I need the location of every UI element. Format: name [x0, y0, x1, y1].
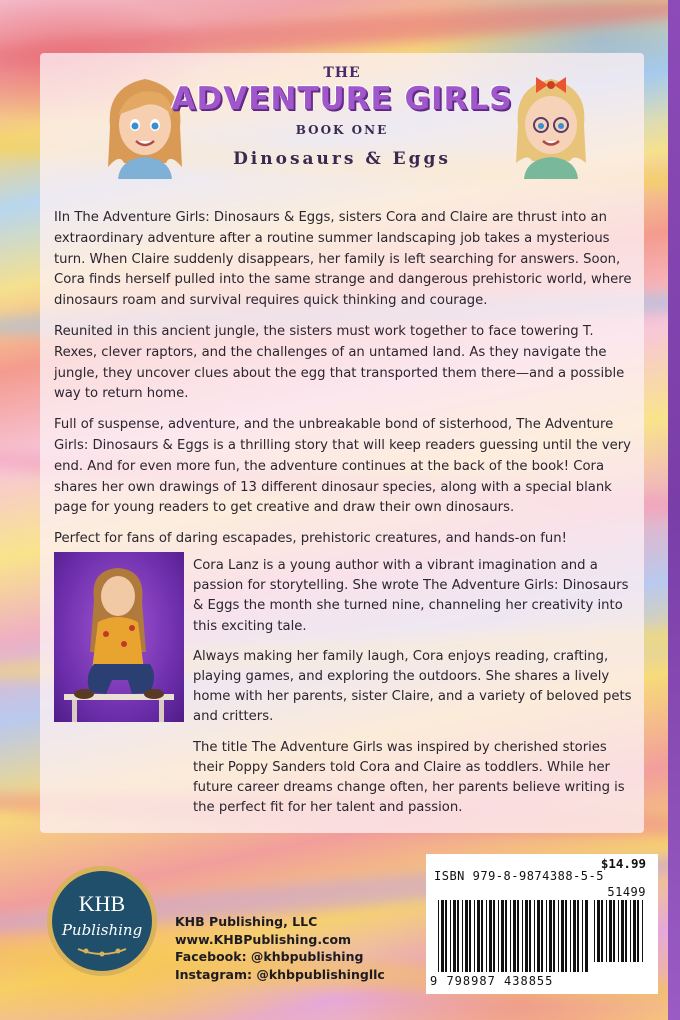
barcode-bar [453, 900, 456, 972]
price-addon-barcode [594, 900, 646, 962]
publisher-name: KHB Publishing, LLC [175, 914, 318, 929]
barcode-bar [609, 900, 612, 962]
isbn-label: ISBN 979-8-9874388-5-5 [434, 869, 604, 883]
barcode-bar [498, 900, 499, 972]
khb-publishing-logo [46, 865, 158, 977]
barcode-bar [594, 900, 595, 962]
barcode-bar [606, 900, 607, 962]
barcode-bar [510, 900, 511, 972]
barcode-bar [505, 900, 507, 972]
barcode-bar [529, 900, 531, 972]
barcode-bar [474, 900, 475, 972]
series-title: ADVENTURE GIRLS [171, 81, 513, 117]
barcode-bar [549, 900, 552, 972]
barcode-bar [630, 900, 631, 962]
barcode-bar [553, 900, 555, 972]
barcode-bar [438, 900, 439, 972]
barcode-bar [477, 900, 480, 972]
barcode-bar [585, 900, 588, 972]
barcode-bar [582, 900, 583, 972]
barcode-bar [546, 900, 547, 972]
bio-paragraph: Always making her family laugh, Cora enjoys reading, crafting, playing games, and exploring the outdoors. She shares a lively home with her parents, sister Claire, and a variety of beloved pets and critters. [193, 648, 632, 725]
publisher-info [175, 913, 385, 983]
barcode-bar [493, 900, 495, 972]
barcode-bar [457, 900, 459, 972]
barcode-bar [522, 900, 523, 972]
barcode-bar [637, 900, 639, 962]
author-bio [193, 556, 633, 828]
barcode-bar [445, 900, 447, 972]
barcode-bar [501, 900, 504, 972]
blurb-paragraph: Perfect for fans of daring escapades, prehistoric creatures, and hands-on fun! [54, 531, 567, 547]
barcode-bar [621, 900, 624, 962]
barcode-bar [597, 900, 600, 962]
bio-paragraph: Cora Lanz is a young author with a vibrant imagination and a passion for storytelling. She wrote The Adventure Girls: Dinosaurs & Eggs the month she turned nine, channeling her creativity into this exciting tale. [193, 558, 629, 634]
barcode-bar [465, 900, 468, 972]
barcode-bar [633, 900, 636, 962]
barcode-bar [481, 900, 483, 972]
book-blurb [54, 208, 634, 560]
barcode-bar [537, 900, 540, 972]
publisher-website: www.KHBPublishing.com [175, 931, 352, 947]
ean-barcode [438, 900, 588, 972]
barcode-bar [534, 900, 535, 972]
barcode-bar [570, 900, 571, 972]
barcode-bar [541, 900, 543, 972]
barcode-bar [450, 900, 451, 972]
barcode-bar [469, 900, 471, 972]
book-subtitle: Dinosaurs & Eggs [233, 149, 451, 169]
author-photo [54, 552, 184, 722]
author-photo-illustration [54, 552, 184, 722]
barcode-bar [462, 900, 463, 972]
barcode-bar [573, 900, 576, 972]
logo-line-2: Publishing [61, 921, 143, 939]
barcode-bar [642, 900, 643, 962]
barcode-bar [517, 900, 519, 972]
barcode-bar [441, 900, 444, 972]
blurb-paragraph: Reunited in this ancient jungle, the sisters must work together to face towering T. Rexes, clever raptors, and the challenges of an untamed land. As they navigate the jungle, they uncover clues about the egg that transported them there—and a possible way to return home. [54, 323, 625, 402]
ean-number: 9 798987 438855 [430, 974, 554, 988]
barcode-bar [601, 900, 603, 962]
barcode-bar [489, 900, 492, 972]
barcode-bar [558, 900, 559, 972]
blurb-paragraph: Full of suspense, adventure, and the unbreakable bond of sisterhood, The Adventure Girls: Dinosaurs & Eggs is a thrilling story that will keep readers guessing until the very end. And for even more fun, the adventure continues at the back of the book! Cora shares her own drawings of 13 different dinosaur species, along with a special blank page for young readers to get creative and draw their own dinosaurs. [54, 417, 631, 516]
logo-line-1: KHB [78, 891, 126, 916]
book-number: BOOK ONE [295, 123, 389, 137]
barcode-bar [618, 900, 619, 962]
blurb-paragraph: IIn The Adventure Girls: Dinosaurs & Eggs, sisters Cora and Claire are thrust into an extraordinary adventure after a routine summer landscaping job takes a mysterious turn. When Claire suddenly disappears, her family is left searching for answers. Soon, Cora finds herself pulled into the same strange and dangerous prehistoric world, where dinosaurs roam and survival requires quick thinking and courage. [54, 210, 632, 309]
publisher-facebook: Facebook: @khbpublishing [175, 949, 364, 964]
title-header [40, 53, 644, 193]
isbn-barcode-box [426, 854, 658, 994]
barcode-bar [625, 900, 627, 962]
barcode-bar [561, 900, 564, 972]
book-spine-edge [668, 0, 680, 1020]
barcode-bar [613, 900, 615, 962]
bio-paragraph: The title The Adventure Girls was inspired by cherished stories their Poppy Sanders told Cora and Claire as toddlers. While her future career dreams change often, her parents believe writing is the perfect fit for her talent and passion. [193, 739, 625, 816]
price-addon-number: 51499 [607, 885, 646, 899]
barcode-bar [565, 900, 567, 972]
barcode-bar [525, 900, 528, 972]
price-label: $14.99 [600, 856, 646, 871]
publisher-instagram: Instagram: @khbpublishingllc [175, 966, 385, 982]
series-the-label: THE [323, 65, 361, 81]
barcode-bar [486, 900, 487, 972]
barcode-bar [577, 900, 579, 972]
barcode-bar [513, 900, 516, 972]
